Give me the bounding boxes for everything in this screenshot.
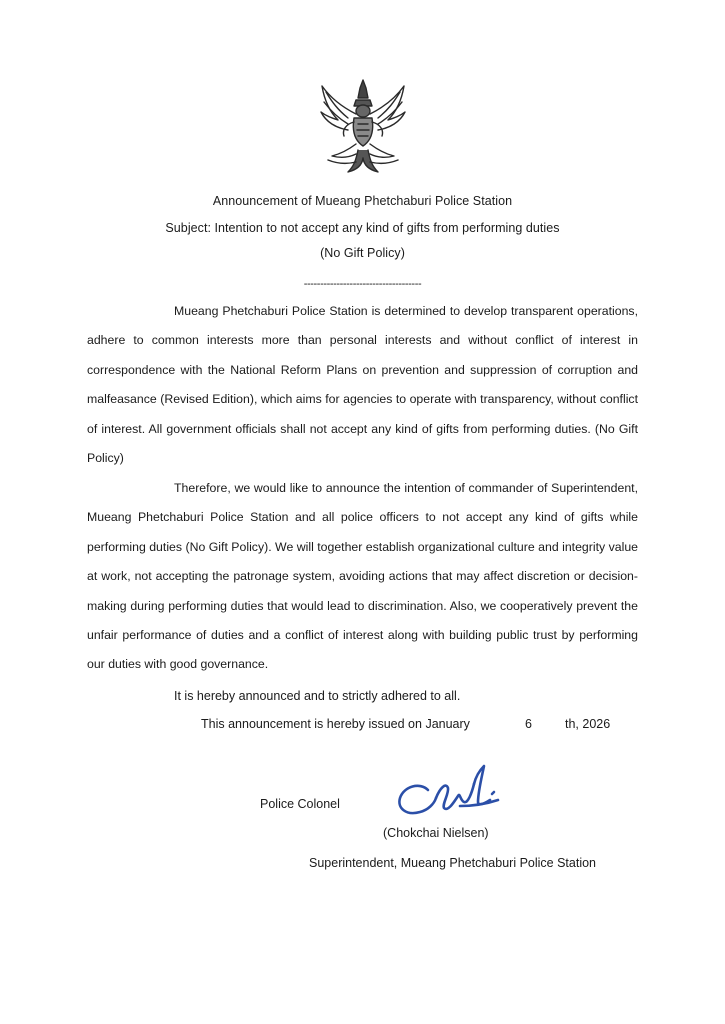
separator-line: ------------------------------------ — [303, 278, 422, 290]
signatory-name: (Chokchai Nielsen) — [383, 826, 489, 840]
body-paragraph-2: Therefore, we would like to announce the intention of commander of Superintendent, Mueang Phetchaburi Police Station and all police officers to not accept any kind of gifts while performing duties (No Gift Policy). We will together establish organizational culture and integrity value at work, not accepting the patronage system, avoiding actions that may affect discretion or decision-making during performing duties that would lead to discrimination. Also, we cooperatively prevent the unfair performance of duties and a conflict of interest along with building public trust by performing our duties with good governance. — [87, 481, 638, 672]
issue-date-prefix: This announcement is hereby issued on January — [201, 717, 470, 731]
signatory-rank: Police Colonel — [260, 797, 340, 811]
garuda-emblem-icon — [318, 78, 408, 176]
issue-date-day: 6 — [525, 717, 532, 731]
announcement-subject: Subject: Intention to not accept any kind of gifts from performing duties — [165, 221, 560, 235]
signatory-position: Superintendent, Mueang Phetchaburi Police Station — [309, 856, 596, 870]
issue-date-suffix: th, 2026 — [565, 717, 611, 731]
body-paragraph-1: Mueang Phetchaburi Police Station is determined to develop transparent operations, adhere to common interests more than personal interests and without conflict of interest in correspondence with the National Reform Plans on prevention and suppression of corruption and malfeasance (Revised Edition), which aims for agencies to operate with transparency, without conflict of interest. All government officials shall not accept any kind of gifts from performing duties. (No Gift Policy) — [87, 304, 638, 466]
announcement-title: Announcement of Mueang Phetchaburi Police Station — [212, 194, 513, 208]
policy-label: (No Gift Policy) — [320, 246, 405, 260]
handwritten-signature — [394, 762, 504, 824]
adherence-statement: It is hereby announced and to strictly adhered to all. — [174, 689, 461, 703]
